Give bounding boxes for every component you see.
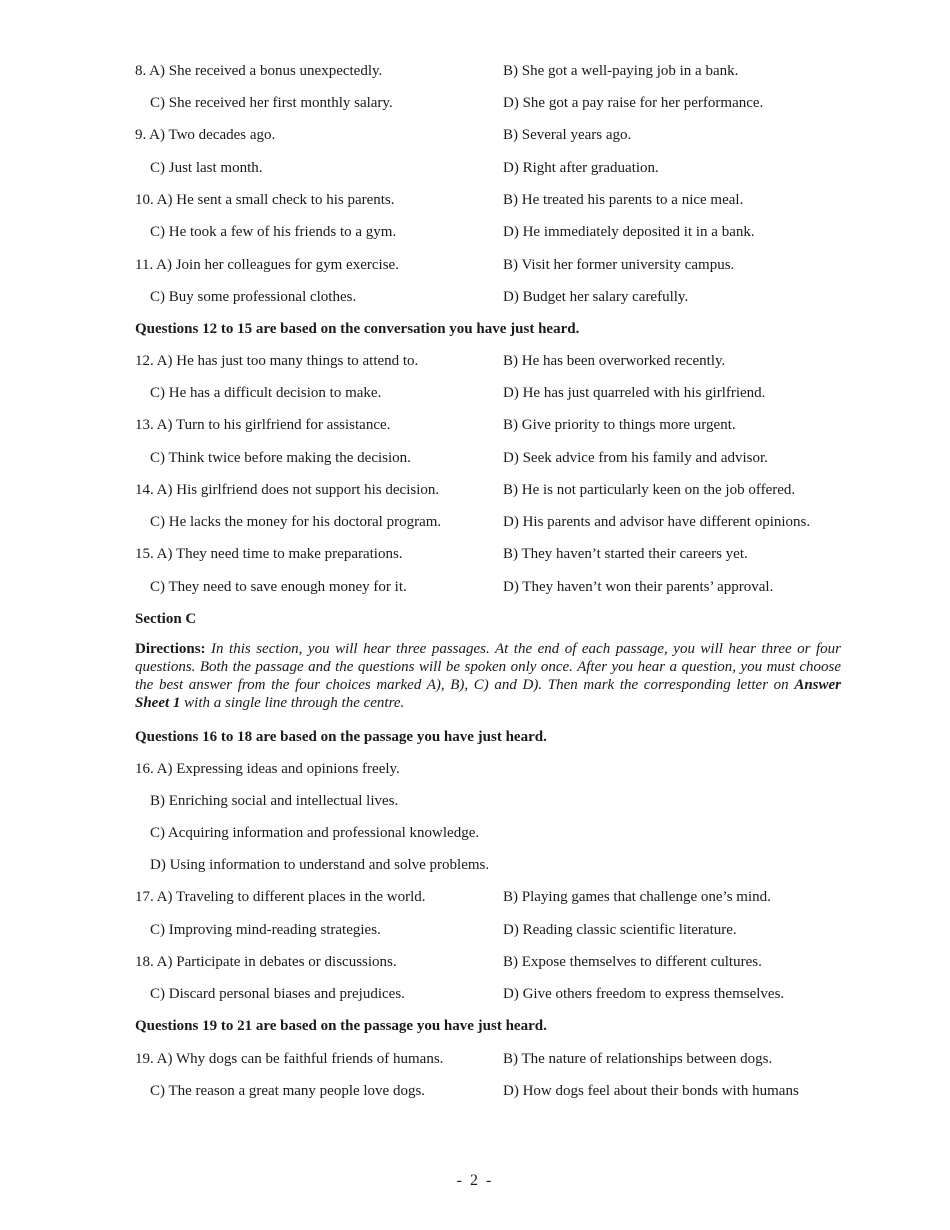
q17-option-b: B) Playing games that challenge one’s mind. [503, 889, 771, 905]
question-10-row-2 [135, 221, 841, 243]
q19-option-c: C) The reason a great many people love dogs. [150, 1083, 426, 1099]
question-9-row-1 [135, 124, 841, 146]
q15-option-c: C) They need to save enough money for it. [150, 579, 407, 595]
q11-option-b: B) Visit her former university campus. [503, 257, 735, 273]
q18-option-b: B) Expose themselves to different cultures. [503, 954, 762, 970]
q9-option-b: B) Several years ago. [503, 127, 632, 143]
question-8-row-1 [135, 60, 841, 82]
q16-option-d: D) Using information to understand and solve problems. [150, 857, 490, 873]
question-17-row-1 [135, 886, 841, 908]
question-16-row-3 [135, 822, 841, 844]
q11-option-d: D) Budget her salary carefully. [503, 289, 689, 305]
q16-option-b: B) Enriching social and intellectual lives. [150, 793, 399, 809]
question-8-row-2 [135, 92, 841, 114]
page-number: - 2 - [456, 1172, 494, 1189]
q16-option-c: C) Acquiring information and professional knowledge. [150, 825, 480, 841]
q13-option-c: C) Think twice before making the decision. [150, 450, 411, 466]
question-12-row-2 [135, 382, 841, 404]
q8-option-d: D) She got a pay raise for her performance. [503, 95, 764, 111]
q16-option-a: 16. A) Expressing ideas and opinions freely. [135, 761, 400, 777]
q17-option-a: 17. A) Traveling to different places in the world. [135, 889, 426, 905]
question-13-row-2 [135, 447, 841, 469]
q9-option-d: D) Right after graduation. [503, 160, 659, 176]
q12-option-d: D) He has just quarreled with his girlfriend. [503, 385, 766, 401]
q14-option-c: C) He lacks the money for his doctoral program. [150, 514, 442, 530]
question-17-row-2 [135, 919, 841, 941]
q13-option-b: B) Give priority to things more urgent. [503, 417, 736, 433]
section-c-directions [135, 640, 841, 712]
q9-option-c: C) Just last month. [150, 160, 263, 176]
q14-option-d: D) His parents and advisor have different opinions. [503, 514, 811, 530]
directions-text-1: In this section, you will hear three passages. At the end of each passage, you will hear three or four questions. Both the passage and the questions will be spoken only once. After you hear a question, you must choose the best answer from the four choices marked A), B), C) and D). Then mark the corresponding letter on [135, 641, 842, 693]
q18-option-a: 18. A) Participate in debates or discussions. [135, 954, 397, 970]
question-18-row-1 [135, 951, 841, 973]
questions-16-18-heading: Questions 16 to 18 are based on the passage you have just heard. [135, 729, 547, 745]
question-13-row-1 [135, 414, 841, 436]
question-11-row-1 [135, 254, 841, 276]
q19-option-d: D) How dogs feel about their bonds with humans [503, 1083, 799, 1099]
q12-option-a: 12. A) He has just too many things to attend to. [135, 353, 419, 369]
section-c-title: Section C [135, 611, 197, 627]
q17-option-c: C) Improving mind-reading strategies. [150, 922, 381, 938]
q14-option-b: B) He is not particularly keen on the job offered. [503, 482, 796, 498]
question-15-row-1 [135, 543, 841, 565]
q17-option-d: D) Reading classic scientific literature. [503, 922, 737, 938]
question-12-row-1 [135, 350, 841, 372]
question-10-row-1 [135, 189, 841, 211]
question-18-row-2 [135, 983, 841, 1005]
q19-option-b: B) The nature of relationships between dogs. [503, 1051, 773, 1067]
q8-option-a: 8. A) She received a bonus unexpectedly. [135, 63, 383, 79]
question-14-row-2 [135, 511, 841, 533]
q10-option-a: 10. A) He sent a small check to his parents. [135, 192, 395, 208]
q8-option-c: C) She received her first monthly salary. [150, 95, 393, 111]
q12-option-b: B) He has been overworked recently. [503, 353, 726, 369]
q18-option-d: D) Give others freedom to express themselves. [503, 986, 785, 1002]
questions-19-21-heading: Questions 19 to 21 are based on the passage you have just heard. [135, 1018, 547, 1034]
question-19-row-2 [135, 1080, 841, 1102]
directions-label: Directions: [135, 641, 206, 657]
answer-sheet-ref: Answer Sheet 1 [135, 677, 841, 711]
q11-option-a: 11. A) Join her colleagues for gym exercise. [135, 257, 399, 273]
q14-option-a: 14. A) His girlfriend does not support his decision. [135, 482, 440, 498]
question-9-row-2 [135, 157, 841, 179]
q15-option-b: B) They haven’t started their careers yet. [503, 546, 748, 562]
question-16-row-2 [135, 790, 841, 812]
q15-option-a: 15. A) They need time to make preparations. [135, 546, 403, 562]
question-19-row-1 [135, 1048, 841, 1070]
question-11-row-2 [135, 286, 841, 308]
q12-option-c: C) He has a difficult decision to make. [150, 385, 382, 401]
q10-option-b: B) He treated his parents to a nice meal. [503, 192, 744, 208]
question-16-row-1 [135, 758, 841, 780]
q9-option-a: 9. A) Two decades ago. [135, 127, 276, 143]
question-14-row-1 [135, 479, 841, 501]
q11-option-c: C) Buy some professional clothes. [150, 289, 357, 305]
question-16-row-4 [135, 854, 841, 876]
q18-option-c: C) Discard personal biases and prejudices. [150, 986, 405, 1002]
questions-12-15-heading: Questions 12 to 15 are based on the conversation you have just heard. [135, 321, 580, 337]
question-15-row-2 [135, 576, 841, 598]
q8-option-b: B) She got a well-paying job in a bank. [503, 63, 739, 79]
directions-text-2: with a single line through the centre. [184, 695, 405, 711]
q13-option-a: 13. A) Turn to his girlfriend for assistance. [135, 417, 391, 433]
q19-option-a: 19. A) Why dogs can be faithful friends of humans. [135, 1051, 444, 1067]
q10-option-d: D) He immediately deposited it in a bank. [503, 224, 755, 240]
q13-option-d: D) Seek advice from his family and advisor. [503, 450, 768, 466]
q10-option-c: C) He took a few of his friends to a gym. [150, 224, 397, 240]
q15-option-d: D) They haven’t won their parents’ approval. [503, 579, 774, 595]
